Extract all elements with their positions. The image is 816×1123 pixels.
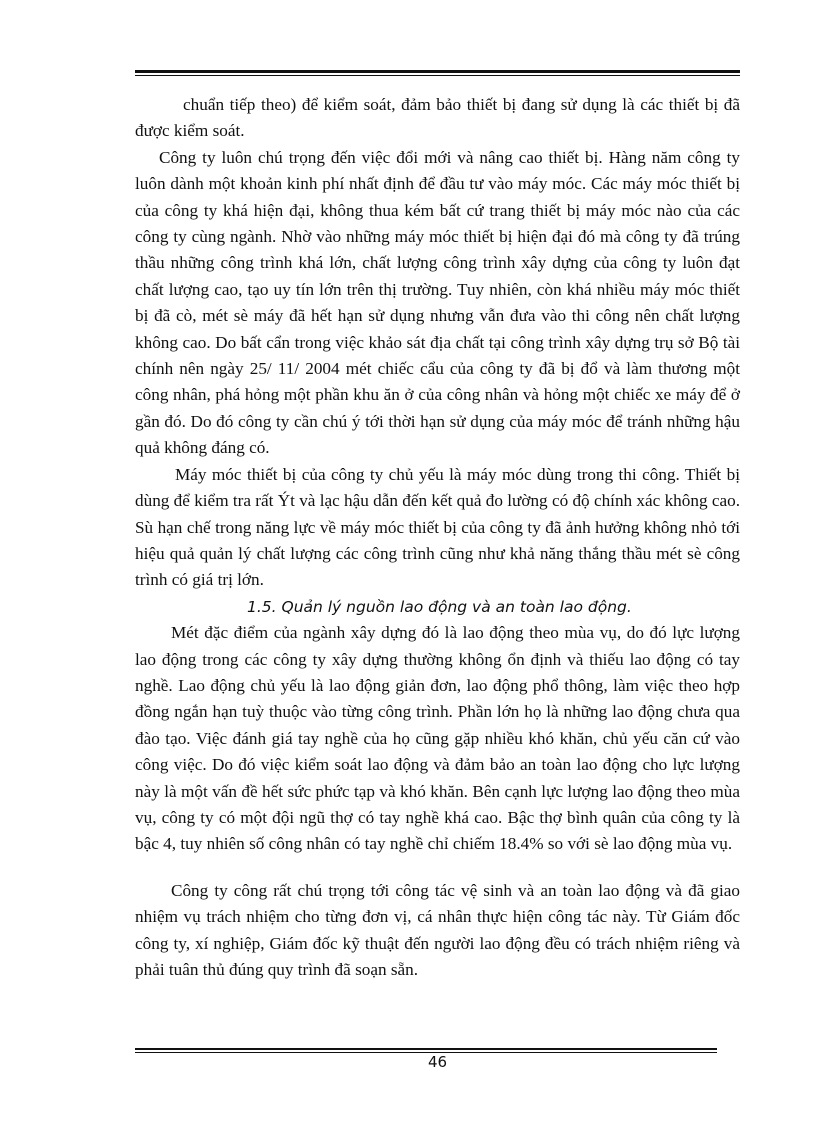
page-body [135,92,740,983]
header-double-rule [135,70,740,77]
paragraph-continuation: chuẩn tiếp theo) để kiểm soát, đảm bảo thiết bị đang sử dụng là các thiết bị đã được kiểm soát. [135,95,740,141]
footer-rule-thick [135,1048,717,1050]
page-number: 46 [427,1053,448,1071]
paragraph-equipment-limitations: Máy móc thiết bị của công ty chủ yếu là máy móc dùng trong thi công. Thiết bị dùng để kiểm tra rất Ýt và lạc hậu dẫn đến kết quả đo lường có độ chính xác không cao. Sù hạn chế trong năng lực về máy móc thiết bị của công ty đã ảnh hưởng không nhỏ tới hiệu quả quản lý chất lượng các công trình cũng như khả năng thắng thầu mét sè công trình có giá trị lớn. [135,464,740,590]
paragraph-equipment-investment: Công ty luôn chú trọng đến việc đổi mới và nâng cao thiết bị. Hàng năm công ty luôn dành một khoản kinh phí nhất định để đầu tư vào máy móc. Các máy móc thiết bị của công ty khá hiện đại, không thua kém bất cứ trang thiết bị máy móc nào của các công ty cùng ngành. Nhờ vào những máy móc thiết bị hiện đại đó mà công ty đã trúng thầu những công trình khá lớn, chất lượng công trình xây dựng của công ty luôn đạt chất lượng cao, tạo uy tín lớn trên thị trường. Tuy nhiên, còn khá nhiều máy móc thiết bị đã cò, mét sè máy đã hết hạn sử dụng nhưng vẫn đưa vào thi công nên chất lượng không cao. Do bất cẩn trong việc khảo sát địa chất tại công trình xây dựng trụ sở Bộ tài chính nên ngày 25/ 11/ 2004 mét chiếc cẩu của công ty đã bị đổ và làm thương một công nhân, phá hỏng một phần khu ăn ở của công nhân và hỏng một chiếc xe máy để ở gần đó. Do đó công ty cần chú ý tới thời hạn sử dụng của máy móc để tránh những hậu quả không đáng có. [135,147,740,458]
paragraph-labor-force: Mét đặc điểm của ngành xây dựng đó là lao động theo mùa vụ, do đó lực lượng lao động trong các công ty xây dựng thường không ổn định và thiếu lao động có tay nghề. Lao động chủ yếu là lao động giản đơn, lao động phổ thông, làm việc theo hợp đồng ngắn hạn tuỳ thuộc vào từng công trình. Phần lớn họ là những lao động chưa qua đào tạo. Việc đánh giá tay nghề của họ cũng gặp nhiều khó khăn, chủ yếu căn cứ vào công việc. Do đó việc kiểm soát lao động và đảm bảo an toàn lao động cho lực lượng này là một vấn đề hết sức phức tạp và khó khăn. Bên cạnh lực lượng lao động theo mùa vụ, công ty có một đội ngũ thợ có tay nghề khá cao. Bậc thợ bình quân của công ty là bậc 4, tuy nhiên số công nhân có tay nghề chỉ chiếm 18.4% so với sè lao động mùa vụ. [135,623,740,854]
header-rule-thin [135,75,740,76]
paragraph-gap [135,858,740,878]
section-heading: 1.5. Quản lý nguồn lao động và an toàn lao động. [247,597,632,616]
header-rule-thick [135,70,740,73]
paragraph-labor-safety: Công ty công rất chú trọng tới công tác vệ sinh và an toàn lao động và đã giao nhiệm vụ trách nhiệm cho từng đơn vị, cá nhân thực hiện công tác này. Từ Giám đốc công ty, xí nghiệp, Giám đốc kỹ thuật đến người lao động đều có trách nhiệm riêng và phải tuân thủ đúng quy trình đã soạn sẵn. [135,880,740,979]
